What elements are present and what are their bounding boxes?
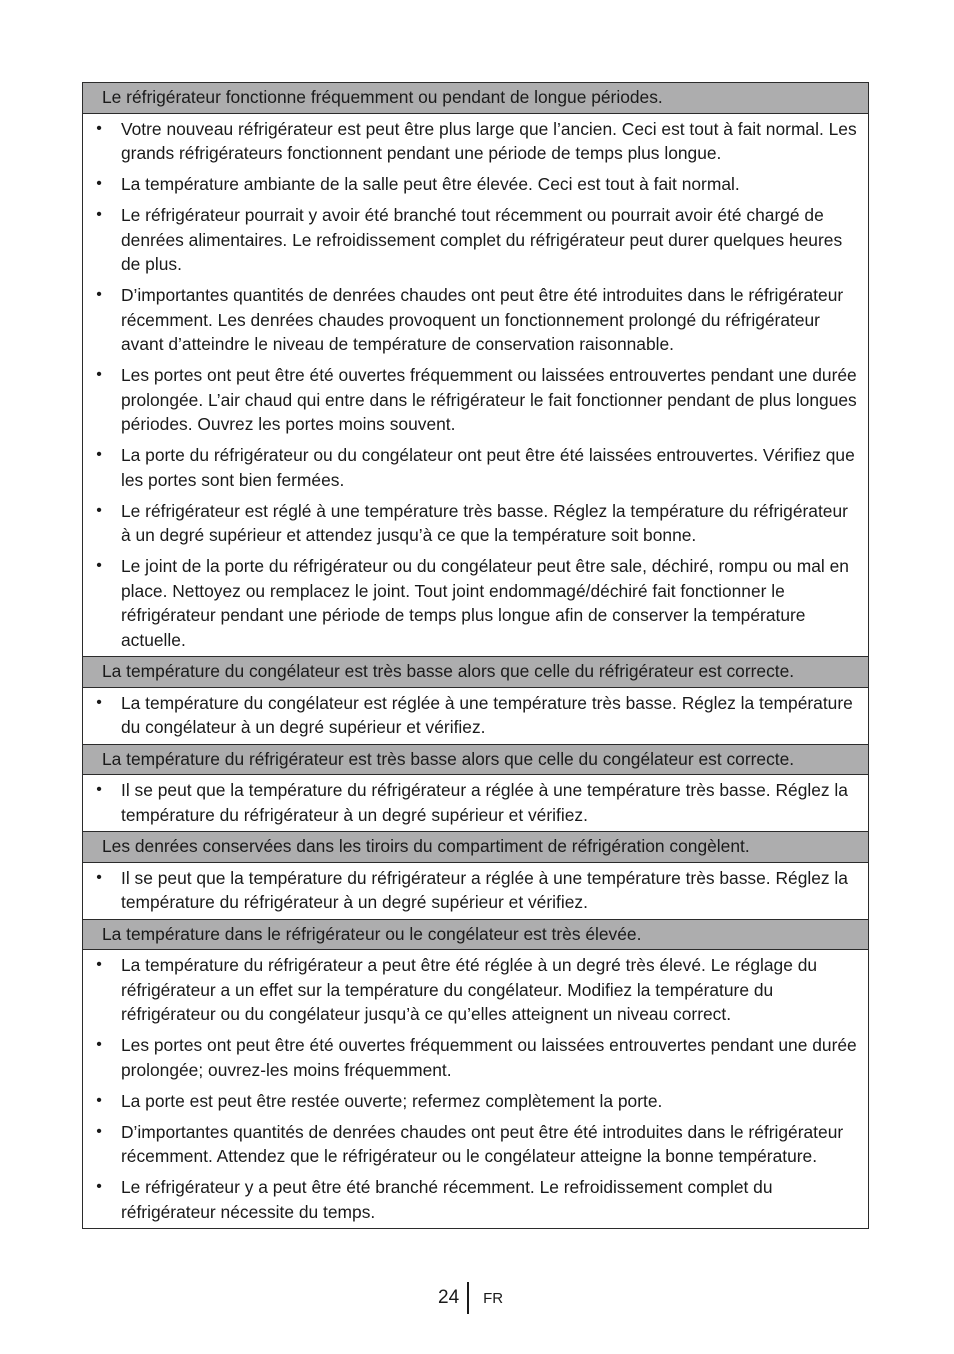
section-body [83,775,868,831]
list-item-text: Il se peut que la température du réfrigérateur a réglée à une température très basse. Réglez la température du réfrigérateur à un degré supérieur et vérifiez. [121,867,848,912]
list-item-text: Votre nouveau réfrigérateur est peut être plus large que l’ancien. Ceci est tout à fait normal. Les grands réfrigérateurs fonctionnent pendant une période de temps plus longue. [121,118,857,163]
bullet-icon: • [96,1091,102,1109]
list-item [89,554,862,652]
list-item [89,691,862,740]
bullet-icon: • [96,501,102,519]
section-heading-text: La température du congélateur est très basse alors que celle du réfrigérateur est correcte. [102,661,795,681]
list-item [89,363,862,437]
list-item [89,1089,862,1114]
list-item [89,1175,862,1224]
list-item-text: Le joint de la porte du réfrigérateur ou du congélateur peut être sale, déchiré, rompu ou mal en place. Nettoyez ou remplacez le joint. Tout joint endommagé/déchiré fait fonctionner le réfrigérateur pendant une période de temps plus longue afin de conserver la température actuelle. [121,556,849,650]
bullet-icon: • [96,446,102,463]
troubleshooting-table [82,82,869,1229]
bullet-icon: • [96,1036,102,1053]
list-item-text: Les portes ont peut être été ouvertes fréquemment ou laissées entrouvertes pendant une durée prolongée. L’air chaud qui entre dans le réfrigérateur le fait fonctionner pendant de plus longues périodes. Ouvrez les portes moins souvent. [121,365,857,434]
section-body [83,950,868,1228]
list-item [89,778,862,827]
section-body [83,114,868,657]
list-item [89,172,862,197]
list-item [89,203,862,277]
list-item-text: D’importantes quantités de denrées chaudes ont peut être été introduites dans le réfrigérateur récemment. Les denrées chaudes provoquent un fonctionnement prolongé du réfrigérateur avant d’atteindre le niveau de température de conservation raisonnable. [121,285,844,354]
list-item-text: Le réfrigérateur y a peut être été branché récemment. Le refroidissement complet du réfrigérateur nécessite du temps. [121,1177,773,1222]
list-item-text: Les portes ont peut être été ouvertes fréquemment ou laissées entrouvertes pendant une durée prolongée; ouvrez-les moins fréquemment. [121,1035,857,1080]
bullet-icon: • [96,366,102,383]
footer-divider [467,1282,469,1314]
section-body [83,688,868,744]
section-heading-text: La température du réfrigérateur est très basse alors que celle du congélateur est correcte. [102,748,795,769]
bullet-icon: • [96,781,102,798]
list-item-text: Le réfrigérateur est réglé à une température très basse. Réglez la température du réfrigérateur à un degré supérieur et attendez jusqu’à ce que la température soit bonne. [121,500,848,545]
language-code: FR [483,1289,504,1307]
list-item [89,443,862,492]
section-heading-text: Les denrées conservées dans les tiroirs du compartiment de réfrigération congèlent. [102,836,750,856]
bullet-icon: • [96,1178,102,1195]
list-item-text: La température du réfrigérateur a peut être été réglée à un degré très élevé. Le réglage du réfrigérateur a un effet sur la température du congélateur. Modifiez la température du réfrigérateur ou du congélateur jusqu’à ce qu’elles atteignent un niveau correct. [121,955,818,1024]
section-heading-text: La température dans le réfrigérateur ou le congélateur est très élevée. [102,923,642,944]
section-heading [83,83,868,114]
list-item-text: La porte est peut être restée ouverte; refermez complètement la porte. [121,1090,663,1111]
bullet-icon: • [96,868,102,886]
list-item-text: Il se peut que la température du réfrigérateur a réglée à une température très basse. Réglez la température du réfrigérateur à un degré supérieur et vérifiez. [121,780,848,825]
list-item-text: Le réfrigérateur pourrait y avoir été branché tout récemment ou pourrait avoir été chargé de denrées alimentaires. Le refroidissement complet du réfrigérateur peut durer quelques heures de plus. [121,205,843,274]
bullet-icon: • [96,119,102,137]
list-item [89,283,862,357]
page-footer [438,1281,503,1315]
bullet-icon: • [96,175,102,192]
section-heading [83,831,868,863]
list-item-text: D’importantes quantités de denrées chaudes ont peut être été introduites dans le réfrigérateur récemment. Attendez que le réfrigérateur ou le congélateur atteigne la bonne température. [121,1121,844,1166]
list-item [89,1120,862,1169]
bullet-icon: • [96,693,102,711]
list-item [89,499,862,548]
section-heading [83,744,868,776]
section-heading [83,656,868,688]
bullet-icon: • [96,1122,102,1140]
section-heading [83,919,868,951]
list-item [89,117,862,166]
section-body [83,863,868,919]
list-item [89,866,862,915]
list-item-text: La température ambiante de la salle peut être élevée. Ceci est tout à fait normal. [121,174,740,194]
list-item [89,953,862,1027]
bullet-icon: • [96,557,102,574]
bullet-icon: • [96,286,102,303]
section-heading-text: Le réfrigérateur fonctionne fréquemment ou pendant de longue périodes. [102,87,663,107]
list-item-text: La porte du réfrigérateur ou du congélateur ont peut être été laissées entrouvertes. Vérifiez que les portes sont bien fermées. [121,445,855,490]
page-number: 24 [438,1287,460,1308]
list-item [89,1033,862,1082]
bullet-icon: • [96,956,102,973]
bullet-icon: • [96,206,102,223]
list-item-text: La température du congélateur est réglée à une température très basse. Réglez la température du congélateur à un degré supérieur et vérifiez. [121,692,853,737]
